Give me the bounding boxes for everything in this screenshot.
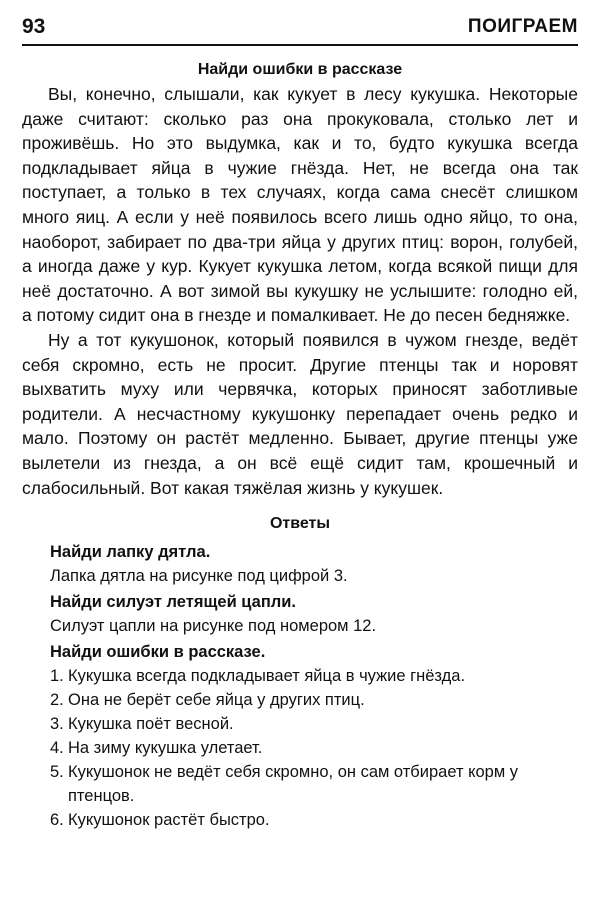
story-paragraph-2: Ну а тот кукушонок, который появился в чужом гнезде, ведёт себя скромно, есть не просит. Другие птенцы так и норовят выхватить муху или червячка, которых приносят заботливые родители. А несчастному кукушонку перепадает очень редко и мало. Поэтому он растёт медленно. Бывает, другие птенцы уже вылетели из гнезда, а он всё ещё сидит там, крошечный и слабосильный. Вот какая тяжёлая жизнь у кукушек. <box>22 329 578 498</box>
list-item-text: Кукушка поёт весной. <box>68 715 234 734</box>
errors-list <box>50 664 578 832</box>
story-paragraph-1: Вы, конечно, слышали, как кукует в лесу кукушка. Некоторые даже считают: сколько раз она прокуковала, столько лет и проживёшь. Но это выдумка, как и то, будто кукушка всегда подкладывает яйца в чужие гнёзда. Нет, не всегда она так поступает, а только в тех случаях, когда сама снесёт слишком много яиц. А если у неё появилось всего лишь одно яйцо, то она, наоборот, забирает по два-три яйца у других птиц: ворон, голубей, а иногда даже у кур. Кукует кукушка летом, когда всякой пищи для неё достаточно. А вот зимой вы кукушку не услышите: голодно ей, а потому сидит она в гнезде и помалкивает. Не до песен бедняжке. <box>22 84 578 326</box>
list-item-number: 5. <box>50 763 64 782</box>
list-item <box>50 712 578 736</box>
list-item-text: Кукушонок не ведёт себя скромно, он сам отбирает корм у птенцов. <box>68 763 519 806</box>
woodpecker-answer-text: Лапка дятла на рисунке под цифрой 3. <box>50 567 348 586</box>
list-item-number: 3. <box>50 715 64 734</box>
story-title: Найди ошибки в рассказе <box>197 61 403 78</box>
errors-answer-heading: Найди ошибки в рассказе. <box>50 643 266 662</box>
page-content <box>22 58 578 832</box>
section-title: ПОИГРАЕМ <box>467 16 578 37</box>
list-item <box>50 688 578 712</box>
heron-answer-text: Силуэт цапли на рисунке под номером 12. <box>50 617 377 636</box>
list-item-text: Она не берёт себе яйца у других птиц. <box>68 691 365 710</box>
page-number: 93 <box>22 15 46 38</box>
list-item-number: 2. <box>50 691 64 710</box>
list-item-number: 4. <box>50 739 64 758</box>
list-item <box>50 760 578 808</box>
list-item <box>50 808 578 832</box>
list-item-number: 6. <box>50 811 64 830</box>
heron-answer-heading: Найди силуэт летящей цапли. <box>50 593 296 612</box>
list-item-number: 1. <box>50 667 64 686</box>
list-item-text: Кукушка всегда подкладывает яйца в чужие гнёзда. <box>68 667 466 686</box>
answers-title: Ответы <box>269 515 331 533</box>
list-item <box>50 664 578 688</box>
list-item-text: На зиму кукушка улетает. <box>68 739 263 758</box>
answers-section <box>22 540 578 832</box>
page-header <box>22 12 578 46</box>
list-item <box>50 736 578 760</box>
list-item-text: Кукушонок растёт быстро. <box>68 811 270 830</box>
woodpecker-answer-heading: Найди лапку дятла. <box>50 543 211 562</box>
